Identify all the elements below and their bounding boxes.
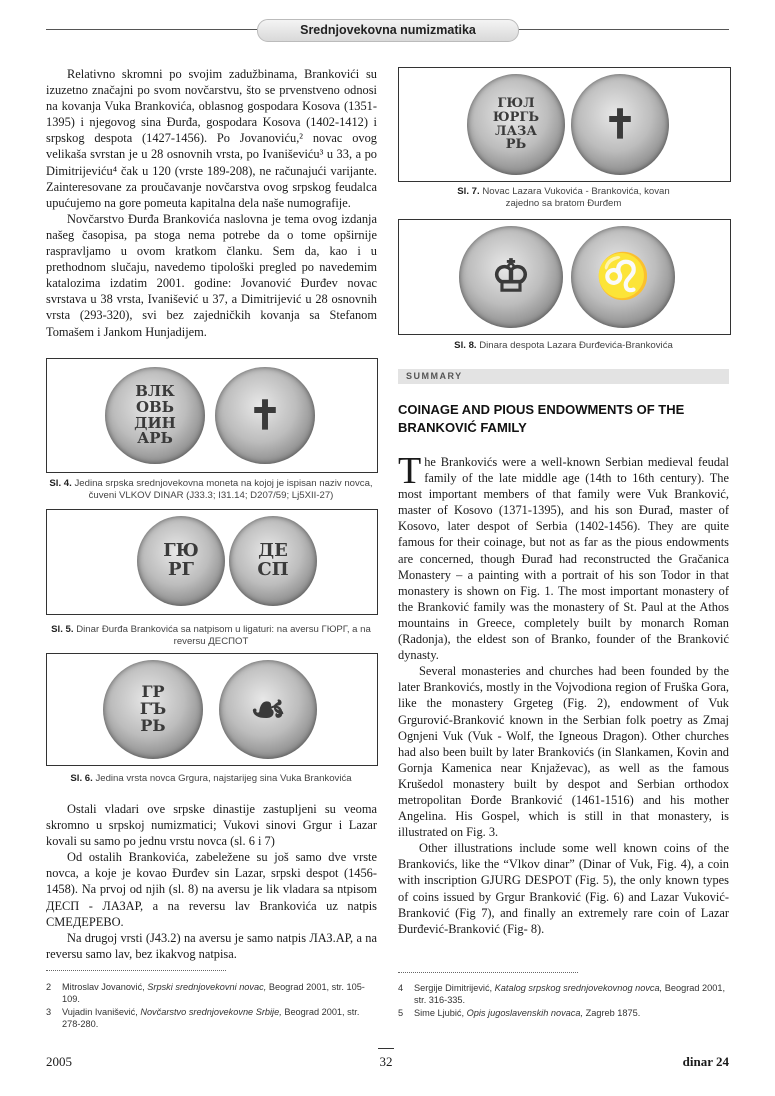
footnote-number: 3: [46, 1007, 52, 1017]
footnote-number: 2: [46, 982, 52, 992]
figure-7-caption: [450, 186, 677, 210]
footnote-author: Vujadin Ivanišević,: [62, 1007, 141, 1017]
figure-4-caption: [46, 478, 376, 502]
coin-inscription: ДЕ СП: [257, 540, 289, 580]
footnotes-left: [46, 981, 377, 1030]
coin-reverse: [229, 516, 317, 606]
footnote-rule: [398, 972, 578, 973]
journal-name: dinar 24: [682, 1054, 729, 1069]
footnote-source: Zagreb 1875.: [583, 1008, 641, 1018]
body-paragraph: Novčarstvo Đurđa Brankovića naslovna je tema ovog izdanja našeg časopisa, pa stoga nema potrebe da o tome opširnije raspravljamo u ovom kratkom članku. Sem da, kao i u prethodnom slučaju, navedemo tipološki pregled po navedemim katalozima izdatim 2001. godine: Jovanović Đurđev novac svrstava u 38 vrsta, Ivanišević u 37, a Dimitrijević u 28 osnovnih vrsta (293-320), svi bez zajedničkih kovanja sa Stefanom Tomašem i Jankom Hunjadijem.: [46, 211, 377, 339]
coin-obverse: [467, 74, 565, 175]
figure-number: Sl. 7.: [457, 186, 480, 197]
footnote-title: Katalog srpskog srednjovekovnog novca,: [494, 983, 663, 993]
footnote-title: Novčarstvo srednjovekovne Srbije,: [140, 1007, 282, 1017]
coin-obverse: [137, 516, 225, 606]
footnote-source: Beograd 2001, str. 105-109.: [62, 982, 365, 1004]
coin-inscription: ВЛК ОВЬ ДИН АРЬ: [134, 382, 176, 448]
coin-obverse: [103, 660, 203, 759]
body-paragraph: Na drugoj vrsti (J43.2) na aversu je samo natpis ЛАЗ.АР, a na reversu samo lav, bez ikakvog natpisa.: [46, 930, 377, 961]
figure-5: [46, 509, 378, 615]
caption-text: Novac Lazara Vukovića - Brankovića, kovan zajedno sa bratom Đurđem: [482, 186, 670, 209]
body-paragraph: Other illustrations include some well known coins of the Brankovićs, like the “Vlkov dinar” (Dinar of Vuk, Fig. 4), a coin with inscription GJURG DESPOT (Fig. 5), the only known types of coins issued by Grgur Branković (Fig. 6) and Lazar Vuković-Branković (Fig 7), and finally an extremely rare coin of Lazar Đurđević-Branković (Fig- 8).: [398, 841, 729, 936]
footer-page-rule: [378, 1048, 394, 1049]
caption-text: Jedina vrsta novca Grgura, najstarijeg sina Vuka Brankovića: [95, 773, 352, 784]
coin-reverse: [571, 226, 675, 328]
section-title: Srednjovekovna numizmatika: [257, 19, 519, 42]
figure-number: Sl. 8.: [454, 340, 477, 351]
footnote-title: Opis jugoslavenskih novaca,: [466, 1008, 584, 1018]
coin-image: ✝: [248, 391, 282, 439]
footnote-author: Mitroslav Jovanović,: [62, 982, 148, 992]
footnote-number: 5: [398, 1008, 404, 1018]
figure-5-caption: [46, 624, 376, 648]
footnote-source: Beograd 2001, str. 278-280.: [62, 1007, 360, 1029]
drop-cap: T: [398, 450, 422, 492]
coin-image: ♔: [491, 250, 531, 302]
footnote-author: Sergije Dimitrijević,: [414, 983, 495, 993]
coin-obverse: [105, 367, 205, 464]
figure-8-caption: [398, 340, 729, 352]
coin-reverse: [571, 74, 669, 175]
caption-text: Jedina srpska srednjovekovna moneta na kojoj je ispisan naziv novca, čuveni VLKOV DINAR (J33.3; I31.14; D207/59; Lj5XII-27): [74, 478, 373, 501]
footnotes-right: [398, 982, 729, 1019]
summary-label: SUMMARY: [398, 369, 729, 384]
figure-4: [46, 358, 378, 473]
coin-reverse: [215, 367, 315, 464]
footnote-item: [46, 1006, 377, 1030]
body-paragraph: Several monasteries and churches had been founded by the later Brankovićs, mostly in the Vojvodiona region of Fruška Gora, like the monastery Grgeteg (Fig. 2), endowment of Vuk Grgurović-Branković known in the Serbian folk poetry as Zmaj Ognjeni Vuk (Vuk - Wolf, the Igneous Dragon). Other churches had also been built by later Brankovićs (in Slankamen, Kovin and Gornja Kamenica near Knjaževac), as well as the famous Krušedol monastery built by despot and Serbian orthodox metropolitan Đorđe Branković (1461-1516) and his mother Angelina. His Gospel, which is still in that monastery, is illustrated on Fig. 3.: [398, 664, 729, 840]
body-paragraph: Od ostalih Brankovića, zabeležene su još samo dve vrste novca, a koje je kovao Đurđev sin Lazar, srpski despot (1456-1458). Na prvoj od njih (sl. 8) na aversu je lik vladara sa ntpisom ДЕСП - ЛАЗАР, a na reversu lav Brankovića uz natpis СМЕДЕРЕВО.: [46, 850, 377, 929]
body-paragraph: Relativno skromni po svojim zadužbinama, Brankovići su izuzetno značajni po svom novčarstvu, što se prvenstveno odnosi na kovanja Vuka Brankovića, oblasnog gospodara Kosova (1351-1395) i njegovog sina Đurđa, gospodara Kosova (1402-1412) i srpskog despota (1427-1456). Po Jovanoviću,² novac ovog velikaša svrstan je u 28 osnovnih vrsta, po Ivaniševiću³ u 33, a po Dimitrijeviću⁴ čak u 120 (vrste 189-208), ne računajući varijante. Zainteresovane za proučavanje novčarstva ovog srpskog feudalca upućujemo na gore pomeuta kapitalna dela naše numografije.: [46, 67, 377, 210]
left-column-bottom: [46, 801, 377, 962]
footnote-item: [398, 982, 729, 1006]
footnote-author: Sime Ljubić,: [414, 1008, 467, 1018]
figure-6-caption: [46, 773, 376, 785]
coin-image: ✝: [603, 100, 637, 148]
caption-text: Dinara despota Lazara Đurđevića-Brankovića: [479, 340, 673, 351]
coin-inscription: ГР ГЪ РЬ: [139, 682, 167, 735]
summary-title: COINAGE AND PIOUS ENDOWMENTS OF THE BRANKOVIĆ FAMILY: [398, 402, 685, 435]
figure-number: Sl. 6.: [70, 773, 93, 784]
footnote-source: Beograd 2001, str. 316-335.: [414, 983, 726, 1005]
body-paragraph: Ostali vladari ove srpske dinastije zastupljeni su veoma skromno u srpskoj numizmatici; Vukovi sinovi Grgur i Lazar kovali su samo po jednu vrstu novca (sl. 6 i 7): [46, 802, 377, 849]
figure-7: [398, 67, 731, 182]
footnote-rule: [46, 970, 226, 971]
coin-image: ☙: [250, 685, 286, 733]
header-rule-right: [517, 29, 729, 30]
paragraph-text: he Brankovićs were a well-known Serbian medieval feudal family of the late middle age (14th to 16th century). The most important members of that family were Vuk Branković, master of Kosovo (1371-1395), and his son Đurađ, master of Kosovo, later despot of Serbia (1402-1456). They are quite famous for their coinage, but not as far as the pious endowments are concerned, though Đurađ had reconstructed the Gračanica Monastery – a painting with a portrait of his son Todor in that monastery is shown on Fig. 1. The most important monastery of the Branković family was the monastery of St. Paul at the Athos mountains in Greece, completely built by monarch Roman (Radonja), the eldest son of Branko, founder of the Branković dynasty.: [398, 455, 729, 663]
page-number: 32: [379, 1054, 393, 1069]
figure-number: Sl. 4.: [49, 478, 72, 489]
coin-inscription: ГЮ РГ: [163, 540, 199, 580]
coin-inscription: ГЮЛ ЮРГЬ ЛАЗА РЬ: [492, 96, 540, 153]
footnote-item: [398, 1007, 729, 1019]
body-paragraph: [398, 450, 729, 663]
coin-obverse: [459, 226, 563, 328]
coin-reverse: [219, 660, 317, 759]
footnote-number: 4: [398, 983, 404, 993]
footnote-item: [46, 981, 377, 1005]
figure-6: [46, 653, 378, 766]
figure-number: Sl. 5.: [51, 624, 74, 635]
footer-year: 2005: [46, 1054, 72, 1069]
figure-8: [398, 219, 731, 335]
left-column-top: [46, 66, 377, 340]
footnote-title: Srpski srednjovekovni novac,: [147, 982, 267, 992]
coin-image: ♌: [595, 250, 651, 302]
right-column-text: [398, 450, 729, 937]
caption-text: Dinar Đurđa Brankovića sa natpisom u ligaturi: na aversu ГЮРГ, a na reversu ДЕСПОТ: [76, 624, 371, 647]
header-rule-left: [46, 29, 257, 30]
